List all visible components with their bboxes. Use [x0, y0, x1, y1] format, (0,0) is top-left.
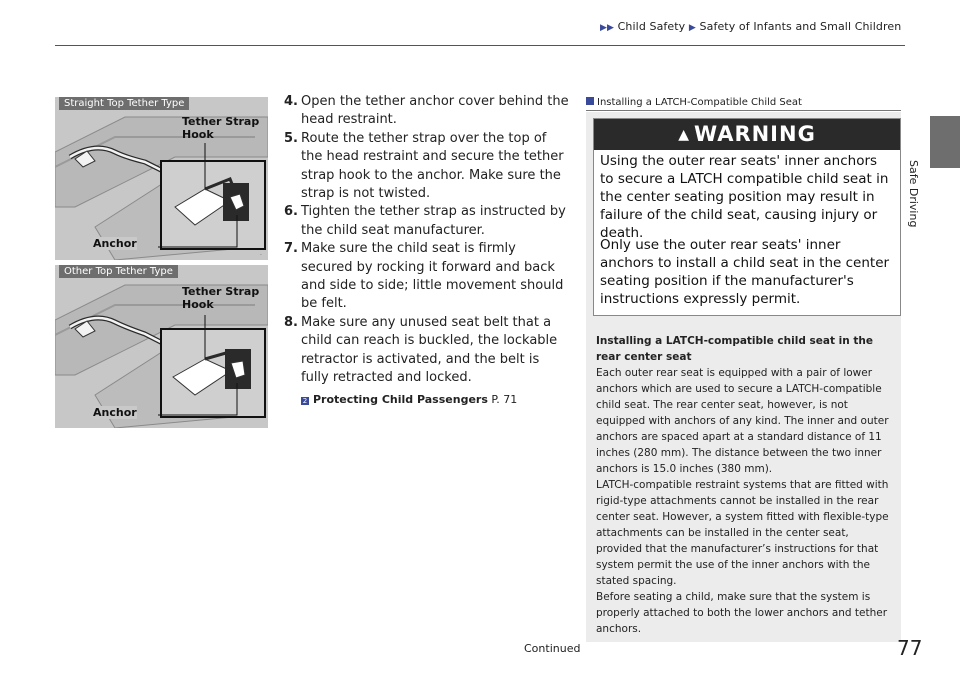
instruction-steps	[284, 93, 570, 409]
breadcrumb-arrow-icon: ▶▶	[600, 23, 615, 33]
note-icon	[586, 97, 594, 105]
anchor-label: Anchor	[93, 237, 137, 250]
breadcrumb	[600, 20, 901, 33]
latch-info	[596, 333, 894, 637]
step-number: 7.	[284, 241, 298, 257]
step-8	[284, 314, 570, 388]
svg-text:·: ·	[260, 252, 262, 259]
step-5	[284, 130, 570, 204]
step-6	[284, 203, 570, 240]
figure-type-tag: Other Top Tether Type	[59, 265, 178, 278]
page-number: 77	[897, 636, 923, 660]
note-divider	[586, 110, 901, 111]
step-number: 8.	[284, 314, 298, 330]
note-heading-text: Installing a LATCH-Compatible Child Seat	[597, 97, 802, 108]
section-tab[interactable]	[930, 116, 960, 168]
figure-other-top-tether	[55, 265, 268, 428]
latch-info-title: Installing a LATCH-compatible child seat in the rear center seat	[596, 335, 873, 363]
step-text: Open the tether anchor cover behind the head restraint.	[301, 94, 569, 128]
step-number: 5.	[284, 130, 298, 146]
step-text: Tighten the tether strap as instructed by the child seat manufacturer.	[301, 204, 566, 238]
note-heading	[586, 97, 901, 108]
cross-reference-link[interactable]	[284, 391, 570, 409]
tether-strap-hook-label: Tether Strap Hook	[182, 285, 260, 311]
step-text: Make sure the child seat is firmly secured by rocking it forward and back and side to side; little movement should be felt.	[301, 241, 564, 312]
breadcrumb-section[interactable]: Child Safety	[617, 20, 686, 33]
warning-paragraph-1: Using the outer rear seats' inner anchors to secure a LATCH compatible child seat in the center seating position may result in failure of the child seat, causing injury or death.	[600, 153, 889, 241]
anchor-label: Anchor	[93, 406, 137, 419]
side-section-label: Safe Driving	[907, 160, 920, 228]
tether-strap-hook-label: Tether Strap Hook	[182, 115, 260, 141]
warning-box	[593, 118, 901, 316]
step-number: 4.	[284, 94, 298, 109]
step-7	[284, 240, 570, 314]
step-text: Make sure any unused seat belt that a child can reach is buckled, the lockable retractor is activated, and the belt is fully retracted and locked.	[301, 314, 558, 386]
warning-triangle-icon: ▲	[678, 127, 690, 143]
breadcrumb-subsection: Safety of Infants and Small Children	[699, 20, 902, 33]
warning-paragraph-2: Only use the outer rear seats' inner anchors to install a child seat in the center seating position if the manufacturer's instructions expressly permit.	[600, 237, 890, 307]
figure-type-tag: Straight Top Tether Type	[59, 97, 189, 110]
reference-arrow-icon: 2	[302, 396, 308, 405]
header-divider	[55, 45, 905, 46]
xref-page: P. 71	[491, 392, 518, 406]
figure-straight-top-tether	[55, 97, 268, 260]
latch-info-body: Each outer rear seat is equipped with a pair of lower anchors which are used to secure a LATCH-compatible child seat. The rear center seat, however, is not equipped with anchors of any kind. The inner and outer anchors are spaced apart at a standard distance of 11 inches (280 mm). The distance between the two inner anchors is 15.0 inches (380 mm). LATCH-compatible restraint systems that are fitted with rigid-type attachments cannot be installed in the rear center seat. However, a system fitted with flexible-type attachments can be installed in the center seat, provided that the manufacturer’s instructions for that system permit the use of the inner anchors with the stated spacing. Before seating a child, make sure that the system is properly attached to both the lower anchors and tether anchors.	[596, 367, 889, 635]
step-text: Route the tether strap over the top of the head restraint and secure the tether strap hook to the anchor. Make sure the strap is not twisted.	[301, 130, 564, 202]
breadcrumb-arrow-icon: ▶	[688, 23, 696, 33]
continued-label: Continued	[524, 642, 581, 655]
warning-title-bar	[594, 119, 900, 150]
step-number: 6.	[284, 204, 298, 220]
step-4	[284, 93, 570, 130]
xref-title[interactable]: Protecting Child Passengers	[313, 392, 488, 406]
warning-title: WARNING	[693, 122, 816, 146]
